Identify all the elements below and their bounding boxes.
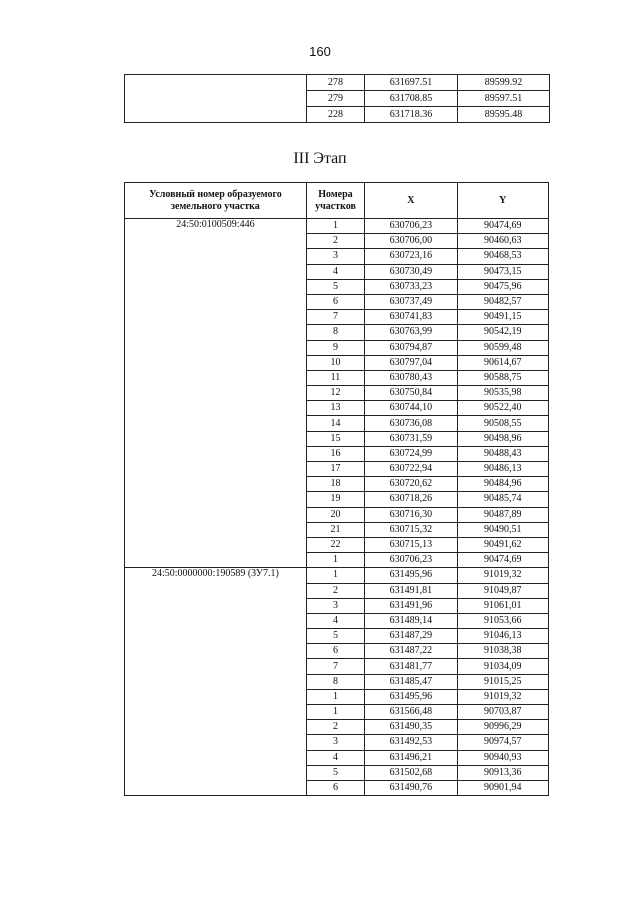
point-number-cell: 8: [306, 674, 364, 689]
y-cell: 91019,32: [457, 568, 548, 583]
stage-heading: III Этап: [293, 150, 347, 167]
x-cell: 631502,68: [365, 765, 457, 780]
header-plot-number: Условный номер образуемого земельного участка: [125, 183, 307, 219]
x-cell: 630744,10: [365, 401, 457, 416]
point-number-cell: 279: [307, 91, 365, 107]
x-cell: 630723,16: [365, 249, 457, 264]
x-cell: 630733,23: [365, 279, 457, 294]
point-number-cell: 4: [306, 750, 364, 765]
x-cell: 630763,99: [365, 325, 457, 340]
point-number-cell: 1: [306, 219, 364, 234]
point-number-cell: 10: [306, 355, 364, 370]
y-cell: 91046,13: [457, 629, 548, 644]
point-number-cell: 16: [306, 446, 364, 461]
x-cell: 630715,13: [365, 537, 457, 552]
table-row: [125, 219, 549, 234]
point-number-cell: 18: [306, 477, 364, 492]
table-row: [125, 75, 550, 91]
x-cell: 630794,87: [365, 340, 457, 355]
x-cell: 631718.36: [365, 107, 458, 123]
y-cell: 90488,43: [457, 446, 548, 461]
point-number-cell: 3: [306, 249, 364, 264]
header-x: X: [365, 183, 457, 219]
x-cell: 631496,21: [365, 750, 457, 765]
x-cell: 630780,43: [365, 370, 457, 385]
point-number-cell: 3: [306, 598, 364, 613]
x-cell: 630731,59: [365, 431, 457, 446]
x-cell: 630750,84: [365, 386, 457, 401]
point-number-cell: 7: [306, 310, 364, 325]
point-number-cell: 8: [306, 325, 364, 340]
header-point-numbers: Номера участков: [306, 183, 364, 219]
header-row: [125, 183, 549, 219]
point-number-cell: 14: [306, 416, 364, 431]
y-cell: 90599,48: [457, 340, 548, 355]
point-number-cell: 17: [306, 462, 364, 477]
y-cell: 90996,29: [457, 720, 548, 735]
y-cell: 90535,98: [457, 386, 548, 401]
x-cell: 630706,23: [365, 219, 457, 234]
y-cell: 90460,63: [457, 234, 548, 249]
point-number-cell: 2: [306, 720, 364, 735]
x-cell: 631485,47: [365, 674, 457, 689]
point-number-cell: 3: [306, 735, 364, 750]
point-number-cell: 6: [306, 780, 364, 795]
page-number: 160: [309, 44, 331, 59]
y-cell: 90522,40: [457, 401, 548, 416]
y-cell: 90485,74: [457, 492, 548, 507]
y-cell: 90487,89: [457, 507, 548, 522]
header-y: Y: [457, 183, 548, 219]
y-cell: 89599.92: [458, 75, 550, 91]
point-number-cell: 6: [306, 294, 364, 309]
point-number-cell: 1: [306, 689, 364, 704]
point-number-cell: 2: [306, 234, 364, 249]
x-cell: 631489,14: [365, 613, 457, 628]
x-cell: 630718,26: [365, 492, 457, 507]
y-cell: 90498,96: [457, 431, 548, 446]
y-cell: 90486,13: [457, 462, 548, 477]
y-cell: 90474,69: [457, 553, 548, 568]
x-cell: 631490,35: [365, 720, 457, 735]
point-number-cell: 21: [306, 522, 364, 537]
point-number-cell: 1: [306, 553, 364, 568]
y-cell: 90482,57: [457, 294, 548, 309]
point-number-cell: 5: [306, 629, 364, 644]
x-cell: 630741,83: [365, 310, 457, 325]
y-cell: 90508,55: [457, 416, 548, 431]
y-cell: 89595.48: [458, 107, 550, 123]
point-number-cell: 7: [306, 659, 364, 674]
point-number-cell: 228: [307, 107, 365, 123]
y-cell: 90940,93: [457, 750, 548, 765]
table-row: [125, 568, 549, 583]
y-cell: 90474,69: [457, 219, 548, 234]
y-cell: 89597.51: [458, 91, 550, 107]
y-cell: 90542,19: [457, 325, 548, 340]
point-number-cell: 15: [306, 431, 364, 446]
y-cell: 90974,57: [457, 735, 548, 750]
x-cell: 630706,23: [365, 553, 457, 568]
y-cell: 90490,51: [457, 522, 548, 537]
x-cell: 631491,81: [365, 583, 457, 598]
point-number-cell: 278: [307, 75, 365, 91]
x-cell: 630715,32: [365, 522, 457, 537]
x-cell: 630736,08: [365, 416, 457, 431]
point-number-cell: 13: [306, 401, 364, 416]
y-cell: 91034,09: [457, 659, 548, 674]
point-number-cell: 2: [306, 583, 364, 598]
point-number-cell: 1: [306, 705, 364, 720]
x-cell: 630716,30: [365, 507, 457, 522]
point-number-cell: 6: [306, 644, 364, 659]
y-cell: 90473,15: [457, 264, 548, 279]
point-number-cell: 5: [306, 279, 364, 294]
x-cell: 630724,99: [365, 446, 457, 461]
point-number-cell: 1: [306, 568, 364, 583]
point-number-cell: 12: [306, 386, 364, 401]
y-cell: 91049,87: [457, 583, 548, 598]
plot-number-cell: 24:50:0100509:446: [125, 219, 307, 568]
y-cell: 91019,32: [457, 689, 548, 704]
x-cell: 630730,49: [365, 264, 457, 279]
empty-plot-cell: [125, 75, 307, 123]
continuation-table: [124, 74, 550, 123]
x-cell: 631495,96: [365, 568, 457, 583]
x-cell: 630797,04: [365, 355, 457, 370]
x-cell: 631487,22: [365, 644, 457, 659]
point-number-cell: 4: [306, 264, 364, 279]
y-cell: 90484,96: [457, 477, 548, 492]
point-number-cell: 9: [306, 340, 364, 355]
point-number-cell: 11: [306, 370, 364, 385]
x-cell: 630722,94: [365, 462, 457, 477]
x-cell: 630720,62: [365, 477, 457, 492]
x-cell: 631491,96: [365, 598, 457, 613]
point-number-cell: 20: [306, 507, 364, 522]
y-cell: 91061,01: [457, 598, 548, 613]
point-number-cell: 19: [306, 492, 364, 507]
y-cell: 90588,75: [457, 370, 548, 385]
x-cell: 631495,96: [365, 689, 457, 704]
x-cell: 630737,49: [365, 294, 457, 309]
coordinates-table: [124, 182, 549, 796]
y-cell: 90468,53: [457, 249, 548, 264]
y-cell: 90491,15: [457, 310, 548, 325]
plot-number-cell: 24:50:0000000:190589 (ЗУ7.1): [125, 568, 307, 796]
point-number-cell: 22: [306, 537, 364, 552]
x-cell: 631490,76: [365, 780, 457, 795]
x-cell: 631708.85: [365, 91, 458, 107]
x-cell: 631481,77: [365, 659, 457, 674]
y-cell: 91015,25: [457, 674, 548, 689]
y-cell: 90614,67: [457, 355, 548, 370]
y-cell: 90475,96: [457, 279, 548, 294]
y-cell: 91038,38: [457, 644, 548, 659]
y-cell: 90913,36: [457, 765, 548, 780]
y-cell: 90703,87: [457, 705, 548, 720]
x-cell: 630706,00: [365, 234, 457, 249]
y-cell: 90491,62: [457, 537, 548, 552]
x-cell: 631492,53: [365, 735, 457, 750]
point-number-cell: 4: [306, 613, 364, 628]
x-cell: 631697.51: [365, 75, 458, 91]
x-cell: 631487,29: [365, 629, 457, 644]
y-cell: 91053,66: [457, 613, 548, 628]
point-number-cell: 5: [306, 765, 364, 780]
x-cell: 631566,48: [365, 705, 457, 720]
y-cell: 90901,94: [457, 780, 548, 795]
